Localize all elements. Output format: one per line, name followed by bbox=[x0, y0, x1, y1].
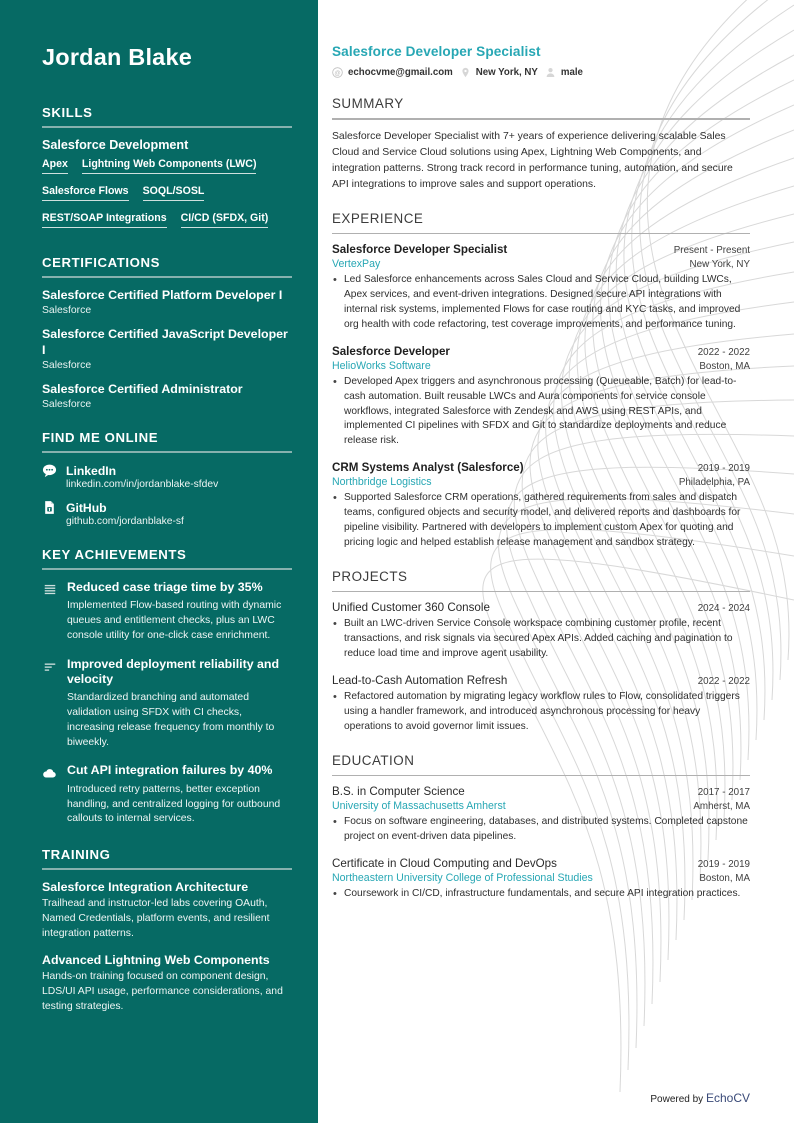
project-bullets bbox=[332, 690, 750, 735]
list-lines-icon bbox=[42, 583, 57, 644]
section-education bbox=[332, 753, 750, 902]
skill-tag: Apex bbox=[42, 158, 68, 174]
bullet: • Supported Salesforce CRM operations, gathered requirements from sales and dispatch teams, configured objects and security model, and delivered reports and dashboards for pipeline visibility. Partnered with developers to implement custom Apex for quoting and pricing logic and helped establish release management and sandbox strategy. bbox=[332, 491, 750, 551]
skills-heading: SKILLS bbox=[42, 105, 93, 120]
skill-tag-list bbox=[42, 158, 292, 235]
education-entry bbox=[332, 785, 750, 845]
find-me-online-divider bbox=[42, 451, 292, 453]
certification-org: Salesforce bbox=[42, 399, 92, 410]
sidebar-section-certifications bbox=[42, 255, 292, 410]
education-location: Boston, MA bbox=[699, 873, 750, 885]
project-dates: 2024 - 2024 bbox=[697, 603, 750, 615]
link-item-github[interactable] bbox=[42, 500, 292, 515]
training-title: Salesforce Integration Architecture bbox=[42, 880, 249, 895]
training-desc: Hands-on training focused on component design, LDS/UI API usage, performance considerations, and testing strategies. bbox=[42, 971, 283, 1012]
svg-text:@: @ bbox=[334, 69, 341, 77]
project-entry bbox=[332, 674, 750, 735]
person-icon bbox=[545, 67, 556, 78]
bullet: • Refactored automation by migrating legacy workflow rules to Flow, consolidated triggers using a handler framework, and introduced asynchronous processing for heavy operations to avoid governor limit issues. bbox=[332, 690, 750, 735]
bullet: • Led Salesforce enhancements across Sales Cloud and Service Cloud, building LWCs, Apex services, and event-driven integrations. Designed secure API integrations with internal risk systems, implemented Flows for case routing and KYC tasks, and improved org health with code refactoring, test coverage improvements, and performance tuning. bbox=[332, 273, 750, 333]
training-title: Advanced Lightning Web Components bbox=[42, 953, 270, 968]
align-left-icon bbox=[42, 660, 57, 751]
experience-bullets bbox=[332, 375, 750, 449]
experience-org: HelioWorks Software bbox=[332, 359, 431, 372]
sidebar-section-key-achievements bbox=[42, 547, 292, 827]
project-title: Unified Customer 360 Console bbox=[332, 601, 490, 615]
achievement-desc: Introduced retry patterns, better exception handling, and centralized logging for outbound callouts to internal services. bbox=[67, 783, 281, 825]
achievement-title: Cut API integration failures by 40% bbox=[67, 763, 273, 778]
experience-org: Northbridge Logistics bbox=[332, 476, 432, 489]
experience-location: Philadelphia, PA bbox=[678, 477, 750, 489]
experience-dates: 2022 - 2022 bbox=[697, 346, 750, 358]
experience-heading: EXPERIENCE bbox=[332, 210, 424, 226]
location-pin-icon bbox=[460, 67, 471, 78]
education-bullets bbox=[332, 887, 750, 902]
achievement-item bbox=[42, 763, 292, 827]
certification-name: Salesforce Certified Platform Developer I bbox=[42, 288, 283, 302]
education-org: University of Massachusetts Amherst bbox=[332, 800, 506, 813]
sidebar bbox=[0, 0, 318, 1123]
section-summary bbox=[332, 96, 750, 193]
training-desc: Trailhead and instructor-led labs covering OAuth, Named Credentials, platform events, and resilient integration patterns. bbox=[42, 898, 270, 939]
skill-tag: REST/SOAP Integrations bbox=[42, 212, 167, 228]
certification-org: Salesforce bbox=[42, 359, 92, 371]
education-org: Northeastern University College of Professional Studies bbox=[332, 872, 593, 885]
achievement-desc: Standardized branching and automated validation using SFDX with CI checks, increasing release frequency from monthly to biweekly. bbox=[67, 692, 275, 748]
link-label: LinkedIn bbox=[66, 463, 117, 478]
experience-location: New York, NY bbox=[689, 259, 750, 271]
key-achievements-heading: KEY ACHIEVEMENTS bbox=[42, 547, 187, 562]
experience-dates: 2019 - 2019 bbox=[697, 463, 750, 475]
experience-title: Salesforce Developer Specialist bbox=[332, 243, 508, 257]
sidebar-section-skills bbox=[42, 105, 292, 235]
certification-org: Salesforce bbox=[42, 305, 92, 317]
project-entry bbox=[332, 601, 750, 662]
candidate-name: Jordan Blake bbox=[42, 44, 192, 70]
skill-tag: CI/CD (SFDX, Git) bbox=[181, 212, 269, 228]
section-projects bbox=[332, 569, 750, 735]
skill-tag: Salesforce Flows bbox=[42, 185, 129, 201]
experience-entry bbox=[332, 461, 750, 551]
experience-title: Salesforce Developer bbox=[332, 344, 450, 358]
training-item bbox=[42, 880, 292, 941]
skills-divider bbox=[42, 126, 292, 128]
achievement-desc: Implemented Flow-based routing with dynamic queues and entitlement checks, plus an LWC console utility for one-click case enrichment. bbox=[67, 600, 282, 641]
link-url[interactable]: github.com/jordanblake-sf bbox=[66, 516, 184, 527]
experience-entry bbox=[332, 243, 750, 333]
section-experience bbox=[332, 211, 750, 551]
bullet: • Coursework in CI/CD, infrastructure fundamentals, and secure API integration practices. bbox=[332, 887, 750, 902]
experience-bullets bbox=[332, 491, 750, 551]
summary-divider bbox=[332, 118, 750, 120]
bullet: • Developed Apex triggers and asynchronous processing (Queueable, Batch) for lead-to-cash automation. Built reusable LWCs and Aura components for service console workflows, integrated Salesforce with Zendesk and AWS using REST APIs, and implemented CI pipelines with SFDX and Git to standardize deployments and reduce release risk. bbox=[332, 375, 750, 449]
summary-heading: SUMMARY bbox=[332, 96, 404, 111]
certification-name: Salesforce Certified Administrator bbox=[42, 381, 243, 396]
education-title: Certificate in Cloud Computing and DevOps bbox=[332, 857, 557, 871]
footer bbox=[650, 1091, 750, 1105]
education-bullets bbox=[332, 815, 750, 845]
footer-brand: EchoCV bbox=[705, 1091, 750, 1105]
find-me-online-heading: FIND ME ONLINE bbox=[42, 430, 159, 445]
achievement-item bbox=[42, 580, 292, 644]
footer-prefix: Powered by bbox=[650, 1094, 704, 1105]
experience-bullets bbox=[332, 273, 750, 333]
education-heading: EDUCATION bbox=[332, 752, 415, 768]
main-content bbox=[318, 0, 794, 1123]
sidebar-section-find-me-online bbox=[42, 430, 292, 527]
cloud-icon bbox=[42, 766, 57, 827]
bullet: • Focus on software engineering, databases, and distributed systems. Completed capstone project on event-driven data pipelines. bbox=[332, 815, 750, 845]
link-url[interactable]: linkedin.com/in/jordanblake-sfdev bbox=[66, 479, 219, 490]
education-divider bbox=[332, 775, 750, 777]
training-divider bbox=[42, 868, 292, 870]
achievement-title: Improved deployment reliability and velocity bbox=[67, 656, 280, 687]
education-location: Amherst, MA bbox=[693, 801, 750, 813]
experience-divider bbox=[332, 233, 750, 235]
training-item bbox=[42, 953, 292, 1014]
training-heading: TRAINING bbox=[42, 847, 111, 863]
certification-item bbox=[42, 288, 292, 316]
experience-entry bbox=[332, 345, 750, 449]
education-dates: 2019 - 2019 bbox=[697, 859, 750, 871]
contact-row bbox=[332, 67, 750, 78]
certification-item bbox=[42, 382, 292, 410]
experience-dates: Present - Present bbox=[673, 245, 750, 257]
experience-location: Boston, MA bbox=[699, 360, 750, 372]
project-dates: 2022 - 2022 bbox=[697, 676, 750, 688]
experience-title: CRM Systems Analyst (Salesforce) bbox=[332, 461, 524, 475]
contact-gender bbox=[545, 67, 583, 78]
education-title: B.S. in Computer Science bbox=[332, 785, 465, 799]
projects-divider bbox=[332, 591, 750, 593]
contact-email[interactable] bbox=[332, 67, 453, 78]
experience-org: VertexPay bbox=[332, 258, 381, 271]
contact-email-text: echocvme@gmail.com bbox=[348, 67, 453, 78]
bullet: • Built an LWC-driven Service Console workspace combining customer profile, recent transactions, and risk signals via secured Apex APIs. Added caching and pagination to reduce load time and improve agent usability. bbox=[332, 617, 750, 662]
achievement-title: Reduced case triage time by 35% bbox=[67, 580, 263, 594]
sidebar-section-training bbox=[42, 847, 292, 1015]
speech-bubble-icon bbox=[42, 463, 57, 478]
projects-heading: PROJECTS bbox=[332, 568, 408, 584]
certifications-divider bbox=[42, 276, 292, 278]
skill-group-title: Salesforce Development bbox=[42, 138, 189, 152]
job-title: Salesforce Developer Specialist bbox=[332, 44, 541, 59]
key-achievements-divider bbox=[42, 568, 292, 570]
certification-name: Salesforce Certified JavaScript Developer I bbox=[42, 327, 288, 357]
education-dates: 2017 - 2017 bbox=[697, 787, 750, 799]
link-label: GitHub bbox=[66, 500, 107, 515]
skill-tag: SOQL/SOSL bbox=[143, 185, 205, 201]
link-item-linkedin[interactable] bbox=[42, 463, 292, 478]
project-title: Lead-to-Cash Automation Refresh bbox=[332, 674, 508, 688]
file-icon bbox=[42, 500, 57, 515]
certification-item bbox=[42, 327, 292, 371]
certifications-heading: CERTIFICATIONS bbox=[42, 255, 161, 270]
contact-location bbox=[460, 67, 538, 78]
email-icon bbox=[332, 67, 343, 78]
contact-location-text: New York, NY bbox=[475, 67, 538, 78]
skill-tag: Lightning Web Components (LWC) bbox=[82, 158, 257, 174]
summary-text: Salesforce Developer Specialist with 7+ years of experience delivering scalable Sales Cloud and Service Cloud solutions using Apex, Lightning Web Components, and integration patterns. Strong track record in performance tuning, automation, and secure API integrations to improve sales and support operations. bbox=[332, 130, 733, 190]
education-entry bbox=[332, 857, 750, 902]
contact-gender-text: male bbox=[560, 67, 583, 78]
achievement-item bbox=[42, 657, 292, 751]
project-bullets bbox=[332, 617, 750, 662]
